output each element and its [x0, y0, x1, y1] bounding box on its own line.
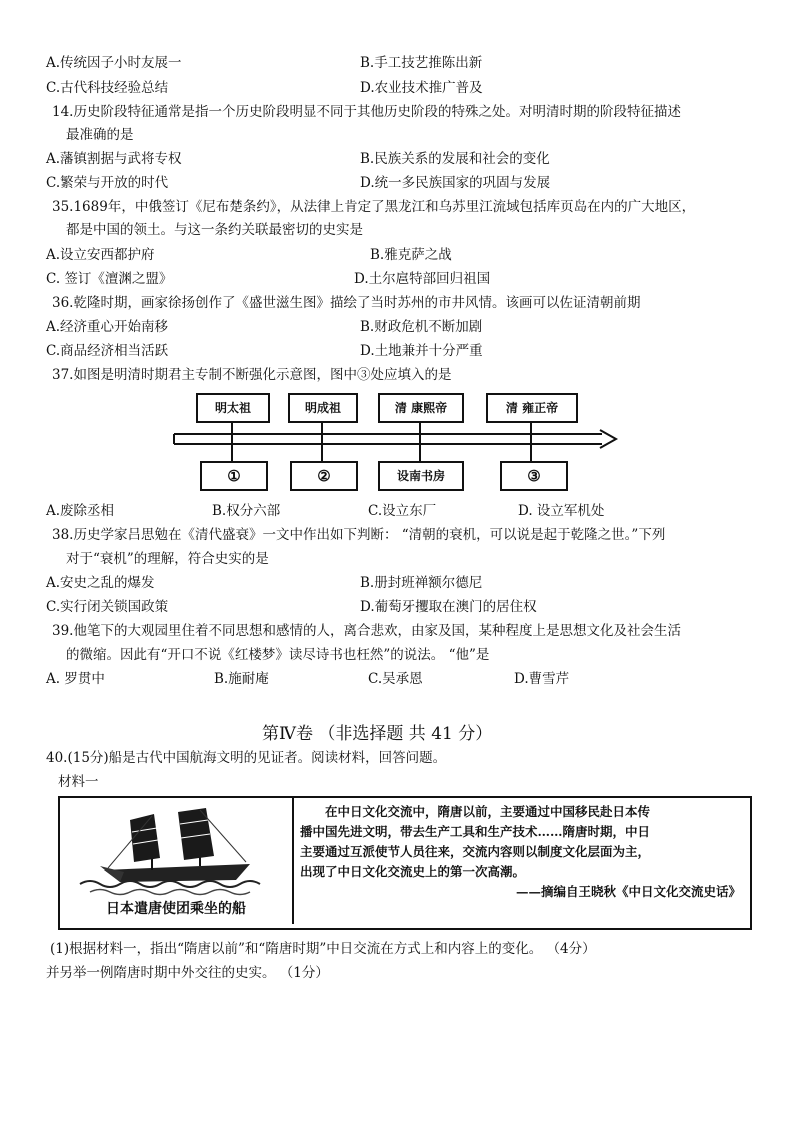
- q36-option-d: D.土地兼并十分严重: [360, 343, 483, 359]
- material-text-line: 主要通过互派使节人员往来，交流内容则以制度文化层面为主，: [300, 844, 651, 859]
- material-text-line: 出现了中日文化交流史上的第一次高潮。: [300, 864, 526, 879]
- q13-option-a: A.传统因子小时友展一: [46, 55, 182, 71]
- diagram-bottom-1: ①: [200, 461, 268, 491]
- q35-option-b: B.雅克萨之战: [370, 247, 452, 263]
- q14-stem-line2: 最准确的是: [66, 127, 134, 143]
- material-text-line: 在中日文化交流中，隋唐以前，主要通过中国移民赴日本传: [325, 804, 651, 819]
- q36-stem-line1: 36.乾隆时期，画家徐扬创作了《盛世滋生图》描绘了当时苏州的市井风情。该画可以佐证清朝前期: [52, 295, 641, 311]
- q40-stem-line1: 40.(15分)船是古代中国航海文明的见证者。阅读材料，回答问题。: [46, 750, 447, 766]
- diagram-top-ming-taizu: 明太祖: [196, 393, 270, 423]
- connector-2: [321, 421, 323, 461]
- material-one-box: [58, 796, 752, 930]
- q37-option-a: A.废除丞相: [46, 503, 115, 519]
- q14-stem-line1: 14.历史阶段特征通常是指一个历史阶段明显不同于其他历史阶段的特殊之处。对明清时期的阶段特征描述: [52, 104, 681, 120]
- q35-stem-line2: 都是中国的领土。与这一条约关联最密切的史实是: [66, 222, 363, 238]
- connector-3: [419, 421, 421, 461]
- q37-option-d: D. 设立军机处: [518, 503, 605, 519]
- q13-option-b: B.手工技艺推陈出新: [360, 55, 483, 71]
- q39-stem-line1: 39.他笔下的大观园里住着不同思想和感情的人，离合悲欢，由家及国，某种程度上是思想文化及社会生活: [52, 623, 681, 639]
- diagram-bottom-nanshufang: 设南书房: [378, 461, 464, 491]
- q38-option-b: B.册封班禅额尔德尼: [360, 575, 483, 591]
- q36-option-b: B.财政危机不断加剧: [360, 319, 483, 335]
- q35-option-d: D.土尔扈特部回归祖国: [354, 271, 491, 287]
- q39-option-d: D.曹雪芹: [514, 671, 570, 687]
- q39-option-c: C.吴承恩: [368, 671, 423, 687]
- q36-option-a: A.经济重心开始南移: [46, 319, 169, 335]
- q35-stem-line1: 35.1689年，中俄签订《尼布楚条约》，从法律上肯定了黑龙江和乌苏里江流域包括库页岛在内的广大地区，: [52, 199, 696, 215]
- q38-option-d: D.葡萄牙攫取在澳门的居住权: [360, 599, 537, 615]
- q39-option-b: B.施耐庵: [214, 671, 269, 687]
- diagram-top-ming-chengzu: 明成祖: [288, 393, 358, 423]
- ship-illustration: [60, 800, 292, 900]
- material-one-text: [300, 802, 745, 902]
- diagram-top-yongzheng: 清 雍正帝: [486, 393, 578, 423]
- q14-option-c: C.繁荣与开放的时代: [46, 175, 169, 191]
- q14-option-a: A.藩镇割据与武将专权: [46, 151, 182, 167]
- q37-stem-line1: 37.如图是明清时期君主专制不断强化示意图，图中③处应填入的是: [52, 367, 452, 383]
- q38-stem-line1: 38.历史学家吕思勉在《清代盛衰》一文中作出如下判断： “清朝的衰机，可以说是起于乾隆之世。”下列: [52, 527, 666, 543]
- q39-stem-line2: 的微缩。因此有“开口不说《红楼梦》读尽诗书也枉然”的说法。 “他”是: [66, 647, 490, 663]
- q35-option-c: C. 签订《澶渊之盟》: [46, 271, 173, 287]
- q36-option-c: C.商品经济相当活跃: [46, 343, 169, 359]
- timeline-arrow: [172, 424, 622, 454]
- q38-stem-line2: 对于“衰机”的理解，符合史实的是: [66, 551, 269, 567]
- q13-option-c: C.古代科技经验总结: [46, 80, 169, 96]
- q38-option-c: C.实行闭关锁国政策: [46, 599, 169, 615]
- q38-option-a: A.安史之乱的爆发: [46, 575, 155, 591]
- q39-option-a: A. 罗贯中: [46, 671, 105, 687]
- q14-option-b: B.民族关系的发展和社会的变化: [360, 151, 550, 167]
- connector-1: [231, 421, 233, 461]
- q40-sub1-line2: 并另举一例隋唐时期中外交往的史实。 （1分）: [46, 965, 329, 981]
- diagram-top-kangxi: 清 康熙帝: [378, 393, 464, 423]
- ship-image-caption: 日本遣唐使团乘坐的船: [106, 901, 246, 917]
- q37-option-c: C.设立东厂: [368, 503, 437, 519]
- q13-option-d: D.农业技术推广普及: [360, 80, 483, 96]
- q14-option-d: D.统一多民族国家的巩固与发展: [360, 175, 551, 191]
- q35-option-a: A.设立安西都护府: [46, 247, 155, 263]
- q40-material-label: 材料一: [58, 774, 99, 790]
- material-text-line: 播中国先进文明，带去生产工具和生产技术……隋唐时期，中日: [300, 824, 651, 839]
- q37-option-b: B.权分六部: [212, 503, 281, 519]
- q40-sub1-line1: (1)根据材料一，指出“隋唐以前”和“隋唐时期”中日交流在方式上和内容上的变化。 （4分）: [50, 941, 596, 957]
- connector-4: [530, 421, 532, 461]
- diagram-bottom-3: ③: [500, 461, 568, 491]
- material-source: ——摘编自王晓秋《中日文化交流史话》: [515, 884, 741, 899]
- material-one-image-panel: [60, 798, 294, 924]
- section-4-title: 第Ⅳ卷 （非选择题 共 41 分）: [262, 724, 493, 744]
- diagram-bottom-2: ②: [290, 461, 358, 491]
